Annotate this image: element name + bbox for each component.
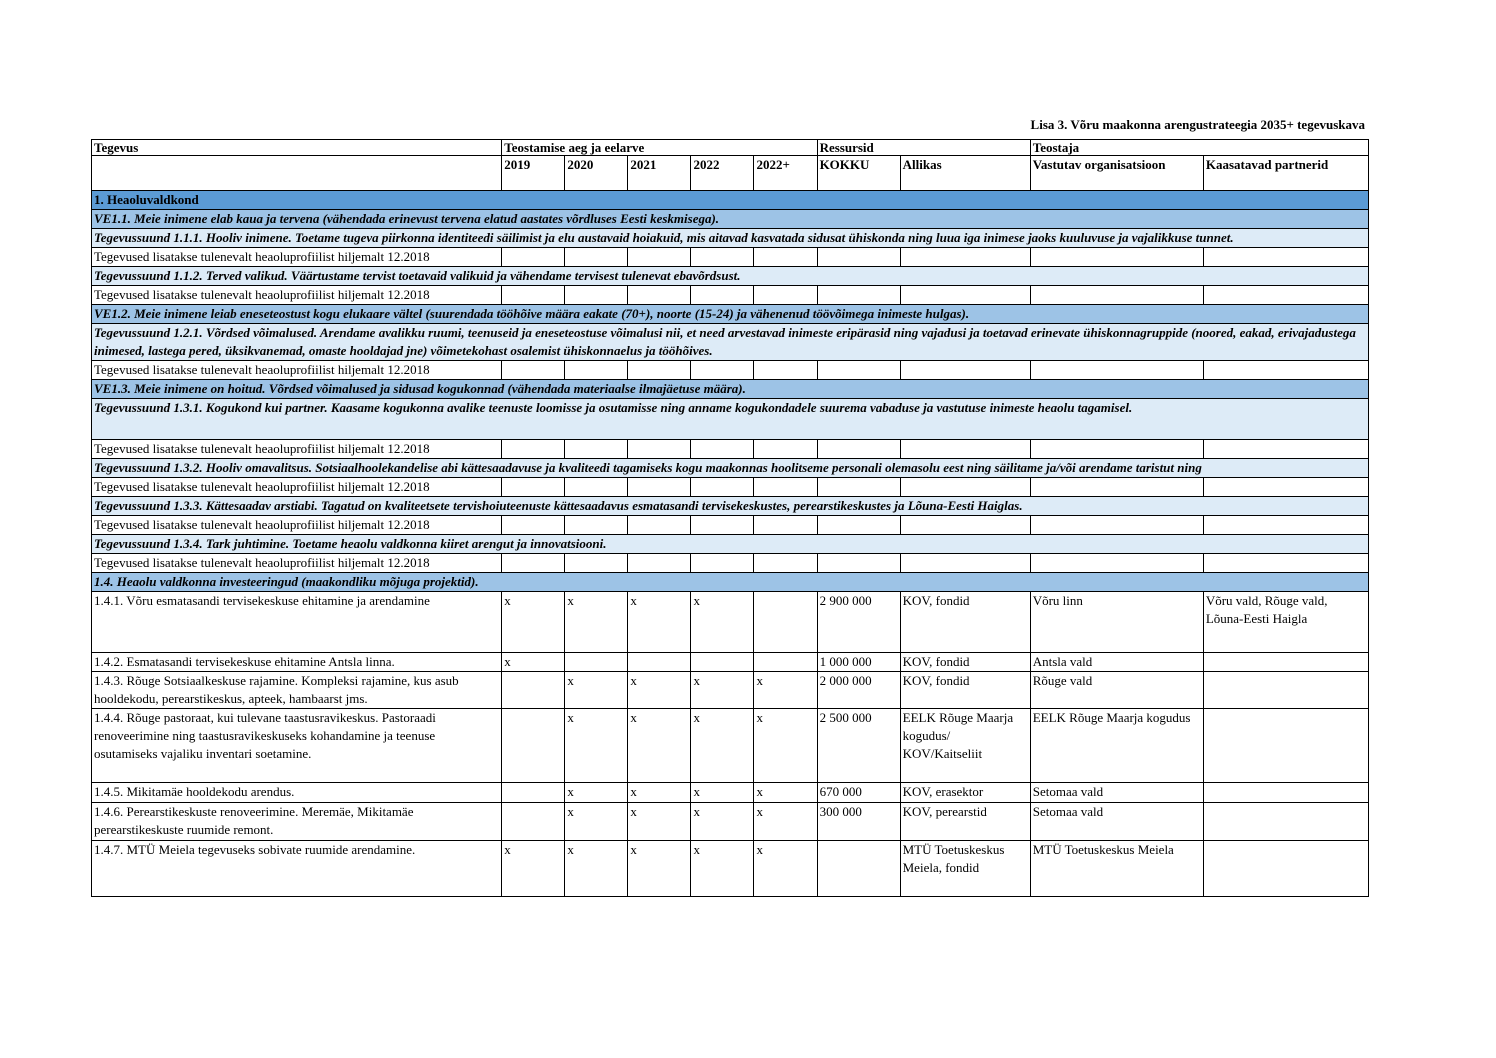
project-kokku: 670 000 bbox=[817, 783, 900, 803]
header-row-groups bbox=[92, 140, 1369, 156]
project-row bbox=[92, 672, 1369, 709]
project-2021: x bbox=[628, 841, 691, 897]
domain-row bbox=[92, 191, 1369, 210]
suund-1-3-1: Tegevussuund 1.3.1. Kogukond kui partner. Kaasame kogukonna avalike teenuste loomisse ja osutamisse ning anname kogukondadele suurema vabaduse ja vastutuse inimeste heaolu tagamisel. bbox=[92, 399, 1369, 440]
project-row bbox=[92, 653, 1369, 672]
project-allikas: KOV, fondid bbox=[900, 653, 1030, 672]
project-name: 1.4.6. Perearstikeskuste renoveerimine. Meremäe, Mikitamäe perearstikeskuste ruumide remont. bbox=[92, 803, 502, 841]
placeholder-row bbox=[92, 248, 1369, 267]
project-row bbox=[92, 592, 1369, 653]
project-2019: x bbox=[502, 653, 565, 672]
project-2022-plus: x bbox=[754, 709, 817, 783]
placeholder-row bbox=[92, 516, 1369, 535]
project-2022-plus: x bbox=[754, 803, 817, 841]
suund-row bbox=[92, 324, 1369, 361]
project-2021: x bbox=[628, 672, 691, 709]
project-partnerid: Võru vald, Rõuge vald, Lõuna-Eesti Haigla bbox=[1203, 592, 1368, 653]
project-row bbox=[92, 803, 1369, 841]
suund-row bbox=[92, 535, 1369, 554]
header-kaasatavad: Kaasatavad partnerid bbox=[1203, 156, 1368, 191]
suund-1-3-2: Tegevussuund 1.3.2. Hooliv omavalitsus. Sotsiaalhoolekandelise abi kättesaadavuse ja kvaliteedi tagamiseks kogu maakonnas hoolitseme personali olemasolu eest ning säilitame ja/või arendame taristut ning bbox=[92, 459, 1369, 478]
suund-row bbox=[92, 399, 1369, 440]
project-2022: x bbox=[691, 803, 754, 841]
project-2022: x bbox=[691, 783, 754, 803]
project-kokku: 2 900 000 bbox=[817, 592, 900, 653]
project-2020 bbox=[565, 653, 628, 672]
header-blank bbox=[92, 156, 502, 191]
header-year-2019: 2019 bbox=[502, 156, 565, 191]
header-teostamise-aeg: Teostamise aeg ja eelarve bbox=[502, 140, 817, 156]
placeholder-row bbox=[92, 361, 1369, 380]
project-2022 bbox=[691, 653, 754, 672]
project-allikas: KOV, fondid bbox=[900, 592, 1030, 653]
project-vastutav: EELK Rõuge Maarja kogudus bbox=[1030, 709, 1203, 783]
placeholder-text: Tegevused lisatakse tulenevalt heaoluprofiilist hiljemalt 12.2018 bbox=[92, 478, 502, 497]
project-2022: x bbox=[691, 841, 754, 897]
project-name: 1.4.5. Mikitamäe hooldekodu arendus. bbox=[92, 783, 502, 803]
project-2022: x bbox=[691, 672, 754, 709]
suund-row bbox=[92, 229, 1369, 248]
project-2020: x bbox=[565, 672, 628, 709]
header-kokku: KOKKU bbox=[817, 156, 900, 191]
project-2019 bbox=[502, 803, 565, 841]
project-partnerid bbox=[1203, 803, 1368, 841]
project-name: 1.4.4. Rõuge pastoraat, kui tulevane taastusravikeskus. Pastoraadi renoveerimine ning taastusravikeskuseks kohandamine ja teenuse osutamiseks vajaliku inventari soetamine. bbox=[92, 709, 502, 783]
project-2022-plus bbox=[754, 592, 817, 653]
header-teostaja: Teostaja bbox=[1030, 140, 1368, 156]
placeholder-text: Tegevused lisatakse tulenevalt heaoluprofiilist hiljemalt 12.2018 bbox=[92, 554, 502, 573]
project-name: 1.4.2. Esmatasandi tervisekeskuse ehitamine Antsla linna. bbox=[92, 653, 502, 672]
header-ressursid: Ressursid bbox=[817, 140, 1030, 156]
placeholder-text: Tegevused lisatakse tulenevalt heaoluprofiilist hiljemalt 12.2018 bbox=[92, 440, 502, 459]
placeholder-row bbox=[92, 478, 1369, 497]
suund-1-1-2: Tegevussuund 1.1.2. Terved valikud. Väärtustame tervist toetavaid valikuid ja vähendame tervisest tulenevat ebavõrdsust. bbox=[92, 267, 1369, 286]
placeholder-text: Tegevused lisatakse tulenevalt heaoluprofiilist hiljemalt 12.2018 bbox=[92, 361, 502, 380]
project-2019: x bbox=[502, 841, 565, 897]
project-allikas: KOV, erasektor bbox=[900, 783, 1030, 803]
project-kokku: 2 500 000 bbox=[817, 709, 900, 783]
project-vastutav: Setomaa vald bbox=[1030, 783, 1203, 803]
project-vastutav: Antsla vald bbox=[1030, 653, 1203, 672]
project-2019 bbox=[502, 783, 565, 803]
header-year-2022-plus: 2022+ bbox=[754, 156, 817, 191]
project-2019 bbox=[502, 709, 565, 783]
project-name: 1.4.7. MTÜ Meiela tegevuseks sobivate ruumide arendamine. bbox=[92, 841, 502, 897]
project-2022: x bbox=[691, 709, 754, 783]
suund-row bbox=[92, 497, 1369, 516]
action-plan-table bbox=[91, 139, 1369, 897]
project-row bbox=[92, 841, 1369, 897]
project-name: 1.4.3. Rõuge Sotsiaalkeskuse rajamine. Kompleksi rajamine, kus asub hooldekodu, perearstikeskus, apteek, hambaarst jms. bbox=[92, 672, 502, 709]
suund-1-3-4: Tegevussuund 1.3.4. Tark juhtimine. Toetame heaolu valdkonna kiiret arengut ja innovatsiooni. bbox=[92, 535, 1369, 554]
domain-title: 1. Heaoluvaldkond bbox=[92, 191, 1369, 210]
project-allikas: MTÜ Toetuskeskus Meiela, fondid bbox=[900, 841, 1030, 897]
project-name: 1.4.1. Võru esmatasandi tervisekeskuse ehitamine ja arendamine bbox=[92, 592, 502, 653]
project-partnerid bbox=[1203, 841, 1368, 897]
project-allikas: KOV, fondid bbox=[900, 672, 1030, 709]
ve-row bbox=[92, 305, 1369, 324]
project-2020: x bbox=[565, 841, 628, 897]
project-2021: x bbox=[628, 803, 691, 841]
project-vastutav: Võru linn bbox=[1030, 592, 1203, 653]
project-allikas: KOV, perearstid bbox=[900, 803, 1030, 841]
placeholder-row bbox=[92, 440, 1369, 459]
suund-1-2-1: Tegevussuund 1.2.1. Võrdsed võimalused. Arendame avalikku ruumi, teenuseid ja eneseteostuse võimalusi nii, et need arvestavad inimeste eripärasid ning vajadusi ja toetavad erinevate ühiskonnagruppide (noored, eakad, erivajadustega inimesed, lastega pered, üksikvanemad, omaste hooldajad jne) võimetekohast osalemist ühiskonnaelus ja tööhõives. bbox=[92, 324, 1369, 361]
header-year-2020: 2020 bbox=[565, 156, 628, 191]
project-2021: x bbox=[628, 592, 691, 653]
project-2022: x bbox=[691, 592, 754, 653]
project-vastutav: MTÜ Toetuskeskus Meiela bbox=[1030, 841, 1203, 897]
header-row-columns bbox=[92, 156, 1369, 191]
project-partnerid bbox=[1203, 709, 1368, 783]
placeholder-row bbox=[92, 554, 1369, 573]
project-partnerid bbox=[1203, 653, 1368, 672]
placeholder-text: Tegevused lisatakse tulenevalt heaoluprofiilist hiljemalt 12.2018 bbox=[92, 286, 502, 305]
ve-1-1: VE1.1. Meie inimene elab kaua ja tervena (vähendada erinevust tervena elatud aastates võrdluses Eesti keskmisega). bbox=[92, 210, 1369, 229]
project-2021: x bbox=[628, 783, 691, 803]
project-kokku: 300 000 bbox=[817, 803, 900, 841]
investments-row bbox=[92, 573, 1369, 592]
project-kokku: 1 000 000 bbox=[817, 653, 900, 672]
header-year-2021: 2021 bbox=[628, 156, 691, 191]
project-vastutav: Setomaa vald bbox=[1030, 803, 1203, 841]
project-2022-plus: x bbox=[754, 672, 817, 709]
project-2019: x bbox=[502, 592, 565, 653]
project-partnerid bbox=[1203, 783, 1368, 803]
project-2020: x bbox=[565, 783, 628, 803]
ve-row bbox=[92, 380, 1369, 399]
project-2021 bbox=[628, 653, 691, 672]
investments-title: 1.4. Heaolu valdkonna investeeringud (maakondliku mõjuga projektid). bbox=[92, 573, 1369, 592]
project-allikas: EELK Rõuge Maarja kogudus/ KOV/Kaitseliit bbox=[900, 709, 1030, 783]
ve-1-2: VE1.2. Meie inimene leiab eneseteostust kogu elukaare vältel (suurendada tööhõive määra eakate (70+), noorte (15-24) ja vähenenud töövõimega inimeste hulgas). bbox=[92, 305, 1369, 324]
project-2019 bbox=[502, 672, 565, 709]
suund-row bbox=[92, 459, 1369, 478]
ve-row bbox=[92, 210, 1369, 229]
project-2020: x bbox=[565, 709, 628, 783]
project-row bbox=[92, 709, 1369, 783]
project-2022-plus bbox=[754, 653, 817, 672]
suund-1-3-3: Tegevussuund 1.3.3. Kättesaadav arstiabi. Tagatud on kvaliteetsete tervishoiuteenuste kättesaadavus esmatasandi tervisekeskustes, perearstikeskustes ja Lõuna-Eesti Haiglas. bbox=[92, 497, 1369, 516]
project-vastutav: Rõuge vald bbox=[1030, 672, 1203, 709]
header-tegevus: Tegevus bbox=[92, 140, 502, 156]
header-year-2022: 2022 bbox=[691, 156, 754, 191]
project-kokku: 2 000 000 bbox=[817, 672, 900, 709]
project-2020: x bbox=[565, 803, 628, 841]
suund-row bbox=[92, 267, 1369, 286]
header-allikas: Allikas bbox=[900, 156, 1030, 191]
project-2021: x bbox=[628, 709, 691, 783]
document-title: Lisa 3. Võru maakonna arengustrateegia 2035+ tegevuskava bbox=[1030, 117, 1365, 132]
project-2020: x bbox=[565, 592, 628, 653]
project-2022-plus: x bbox=[754, 841, 817, 897]
placeholder-text: Tegevused lisatakse tulenevalt heaoluprofiilist hiljemalt 12.2018 bbox=[92, 516, 502, 535]
placeholder-text: Tegevused lisatakse tulenevalt heaoluprofiilist hiljemalt 12.2018 bbox=[92, 248, 502, 267]
project-row bbox=[92, 783, 1369, 803]
project-kokku bbox=[817, 841, 900, 897]
ve-1-3: VE1.3. Meie inimene on hoitud. Võrdsed võimalused ja sidusad kogukonnad (vähendada materiaalse ilmajäetuse määra). bbox=[92, 380, 1369, 399]
placeholder-row bbox=[92, 286, 1369, 305]
suund-1-1-1: Tegevussuund 1.1.1. Hooliv inimene. Toetame tugeva piirkonna identiteedi säilimist ja elu austavaid hoiakuid, mis aitavad kasvatada sidusat ühiskonda ning luua iga inimese jaoks kuuluvuse ja vajalikkuse tunnet. bbox=[92, 229, 1369, 248]
header-vastutav: Vastutav organisatsioon bbox=[1030, 156, 1203, 191]
project-2022-plus: x bbox=[754, 783, 817, 803]
project-partnerid bbox=[1203, 672, 1368, 709]
